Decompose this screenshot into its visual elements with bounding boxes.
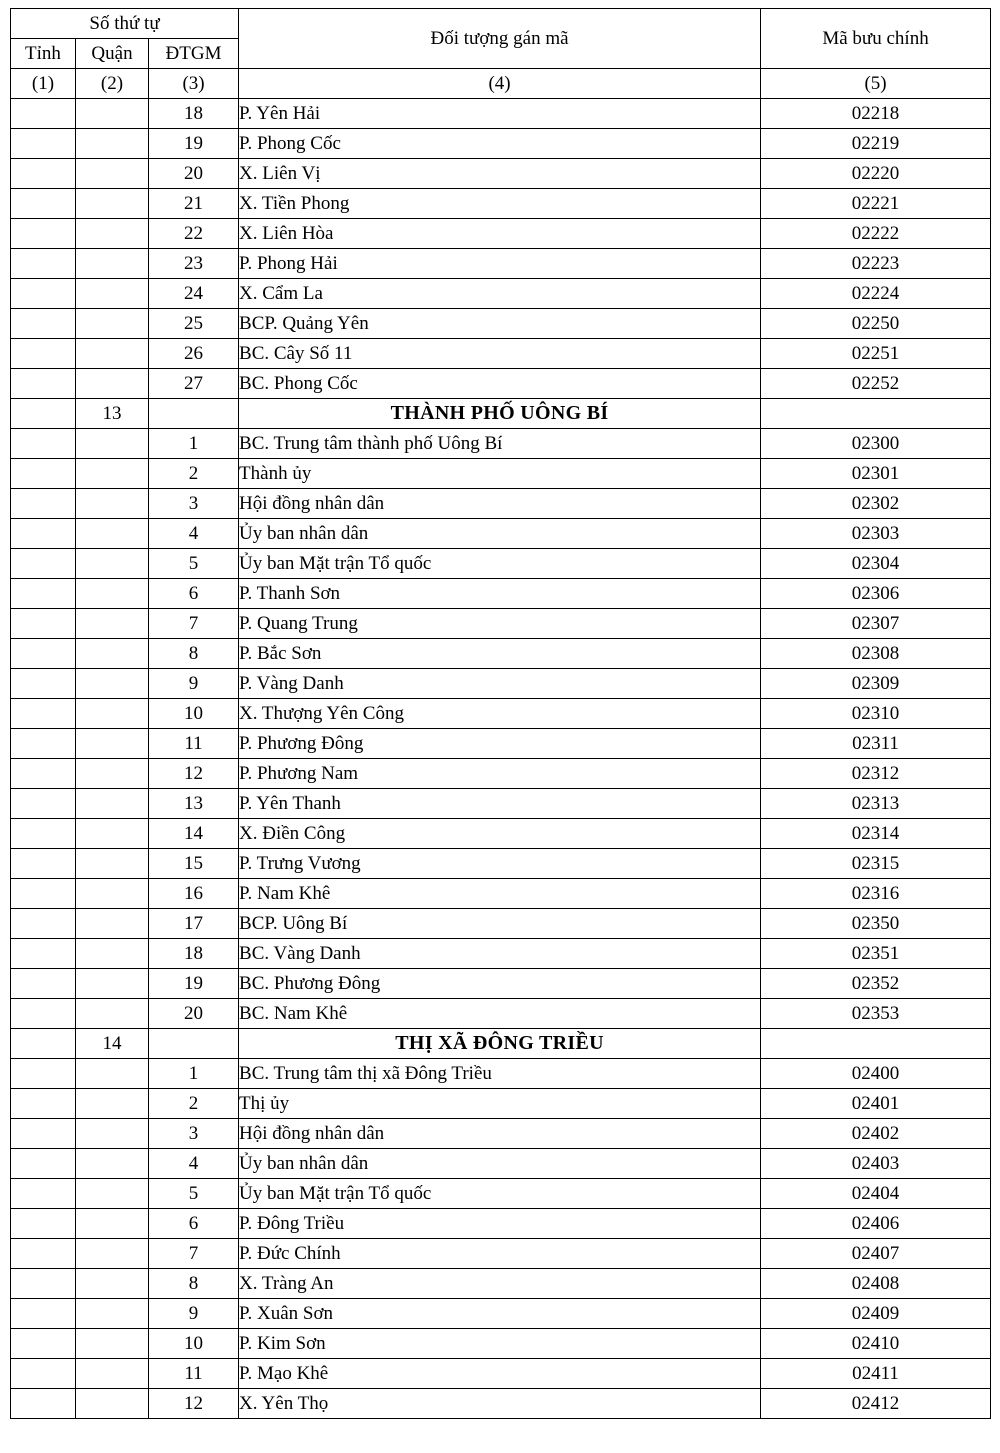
table-row <box>11 339 991 369</box>
cell-quan <box>76 819 149 849</box>
cell-tinh <box>11 819 76 849</box>
cell-dtgm: 1 <box>149 1059 239 1089</box>
cell-tinh <box>11 339 76 369</box>
cell-tinh <box>11 99 76 129</box>
cell-tinh <box>11 879 76 909</box>
cell-postal-code <box>761 399 991 429</box>
cell-quan <box>76 729 149 759</box>
cell-object: X. Cẩm La <box>239 279 761 309</box>
section-title: THỊ XÃ ĐÔNG TRIỀU <box>239 1029 761 1059</box>
cell-postal-code: 02311 <box>761 729 991 759</box>
cell-postal-code: 02411 <box>761 1359 991 1389</box>
cell-postal-code: 02400 <box>761 1059 991 1089</box>
table-row <box>11 819 991 849</box>
table-row <box>11 219 991 249</box>
cell-tinh <box>11 969 76 999</box>
cell-tinh <box>11 1119 76 1149</box>
cell-quan <box>76 1269 149 1299</box>
cell-postal-code: 02404 <box>761 1179 991 1209</box>
header-doi-tuong-gan-ma: Đối tượng gán mã <box>239 9 761 69</box>
cell-quan <box>76 279 149 309</box>
cell-tinh <box>11 399 76 429</box>
cell-postal-code: 02410 <box>761 1329 991 1359</box>
table-row <box>11 189 991 219</box>
cell-quan <box>76 579 149 609</box>
cell-postal-code: 02250 <box>761 309 991 339</box>
cell-quan <box>76 939 149 969</box>
cell-quan <box>76 99 149 129</box>
cell-dtgm: 6 <box>149 1209 239 1239</box>
cell-object: P. Mạo Khê <box>239 1359 761 1389</box>
cell-dtgm: 4 <box>149 1149 239 1179</box>
table-row <box>11 279 991 309</box>
table-row <box>11 1389 991 1419</box>
cell-dtgm: 19 <box>149 969 239 999</box>
cell-quan <box>76 1329 149 1359</box>
cell-postal-code: 02221 <box>761 189 991 219</box>
cell-postal-code: 02312 <box>761 759 991 789</box>
cell-quan <box>76 189 149 219</box>
cell-object: X. Liên Hòa <box>239 219 761 249</box>
cell-dtgm: 9 <box>149 669 239 699</box>
cell-postal-code: 02220 <box>761 159 991 189</box>
cell-quan <box>76 1209 149 1239</box>
cell-object: X. Tiền Phong <box>239 189 761 219</box>
table-row <box>11 1179 991 1209</box>
cell-tinh <box>11 549 76 579</box>
cell-object: P. Phong Cốc <box>239 129 761 159</box>
cell-postal-code: 02401 <box>761 1089 991 1119</box>
cell-tinh <box>11 1029 76 1059</box>
cell-postal-code: 02300 <box>761 429 991 459</box>
cell-postal-code: 02310 <box>761 699 991 729</box>
cell-quan <box>76 909 149 939</box>
cell-object: P. Bắc Sơn <box>239 639 761 669</box>
cell-tinh <box>11 519 76 549</box>
cell-tinh <box>11 1299 76 1329</box>
table-row <box>11 309 991 339</box>
cell-postal-code: 02306 <box>761 579 991 609</box>
cell-tinh <box>11 1269 76 1299</box>
cell-dtgm: 2 <box>149 1089 239 1119</box>
table-row <box>11 669 991 699</box>
cell-postal-code: 02352 <box>761 969 991 999</box>
table-header <box>11 9 991 99</box>
cell-quan <box>76 969 149 999</box>
ref-object: (4) <box>239 69 761 99</box>
cell-object: P. Yên Thanh <box>239 789 761 819</box>
cell-dtgm: 26 <box>149 339 239 369</box>
cell-quan <box>76 1119 149 1149</box>
cell-object: P. Kim Sơn <box>239 1329 761 1359</box>
cell-tinh <box>11 309 76 339</box>
cell-dtgm: 10 <box>149 699 239 729</box>
cell-dtgm: 1 <box>149 429 239 459</box>
cell-object: P. Vàng Danh <box>239 669 761 699</box>
cell-tinh <box>11 939 76 969</box>
cell-postal-code: 02313 <box>761 789 991 819</box>
table-row <box>11 129 991 159</box>
cell-object: P. Xuân Sơn <box>239 1299 761 1329</box>
cell-postal-code: 02409 <box>761 1299 991 1329</box>
cell-object: P. Nam Khê <box>239 879 761 909</box>
cell-quan <box>76 1239 149 1269</box>
cell-postal-code: 02406 <box>761 1209 991 1239</box>
cell-object: Ủy ban nhân dân <box>239 1149 761 1179</box>
table-row <box>11 1029 991 1059</box>
table-row <box>11 429 991 459</box>
cell-quan <box>76 999 149 1029</box>
cell-tinh <box>11 1359 76 1389</box>
cell-dtgm: 18 <box>149 939 239 969</box>
table-row <box>11 759 991 789</box>
table-row <box>11 99 991 129</box>
ref-code: (5) <box>761 69 991 99</box>
header-quan: Quận <box>76 39 149 69</box>
cell-postal-code: 02222 <box>761 219 991 249</box>
cell-quan <box>76 249 149 279</box>
table-row <box>11 1299 991 1329</box>
cell-dtgm: 27 <box>149 369 239 399</box>
cell-postal-code: 02350 <box>761 909 991 939</box>
cell-quan <box>76 1059 149 1089</box>
cell-tinh <box>11 429 76 459</box>
cell-quan <box>76 639 149 669</box>
cell-postal-code: 02251 <box>761 339 991 369</box>
cell-tinh <box>11 789 76 819</box>
cell-quan <box>76 609 149 639</box>
cell-postal-code: 02304 <box>761 549 991 579</box>
cell-postal-code: 02309 <box>761 669 991 699</box>
cell-tinh <box>11 609 76 639</box>
cell-tinh <box>11 639 76 669</box>
cell-object: X. Thượng Yên Công <box>239 699 761 729</box>
cell-object: X. Yên Thọ <box>239 1389 761 1419</box>
cell-object: Hội đồng nhân dân <box>239 1119 761 1149</box>
table-row <box>11 549 991 579</box>
cell-dtgm: 9 <box>149 1299 239 1329</box>
cell-quan <box>76 219 149 249</box>
cell-postal-code: 02303 <box>761 519 991 549</box>
cell-dtgm: 3 <box>149 489 239 519</box>
cell-dtgm: 24 <box>149 279 239 309</box>
ref-tinh: (1) <box>11 69 76 99</box>
cell-tinh <box>11 189 76 219</box>
table-row <box>11 729 991 759</box>
table-row <box>11 369 991 399</box>
cell-postal-code: 02302 <box>761 489 991 519</box>
cell-quan: 14 <box>76 1029 149 1059</box>
cell-quan <box>76 549 149 579</box>
header-row-refnumbers <box>11 69 991 99</box>
cell-postal-code: 02308 <box>761 639 991 669</box>
cell-dtgm: 6 <box>149 579 239 609</box>
cell-object: Ủy ban Mặt trận Tổ quốc <box>239 549 761 579</box>
cell-object: P. Quang Trung <box>239 609 761 639</box>
cell-postal-code: 02218 <box>761 99 991 129</box>
header-ma-buu-chinh: Mã bưu chính <box>761 9 991 69</box>
cell-object: BCP. Uông Bí <box>239 909 761 939</box>
cell-dtgm: 5 <box>149 1179 239 1209</box>
cell-tinh <box>11 699 76 729</box>
cell-dtgm: 8 <box>149 1269 239 1299</box>
cell-tinh <box>11 1239 76 1269</box>
table-row <box>11 249 991 279</box>
cell-object: BC. Phương Đông <box>239 969 761 999</box>
cell-quan <box>76 1089 149 1119</box>
cell-dtgm: 11 <box>149 1359 239 1389</box>
cell-tinh <box>11 1389 76 1419</box>
table-row <box>11 1209 991 1239</box>
cell-dtgm: 10 <box>149 1329 239 1359</box>
cell-tinh <box>11 279 76 309</box>
cell-tinh <box>11 1179 76 1209</box>
table-row <box>11 519 991 549</box>
cell-object: P. Thanh Sơn <box>239 579 761 609</box>
cell-postal-code: 02301 <box>761 459 991 489</box>
cell-postal-code: 02314 <box>761 819 991 849</box>
cell-dtgm: 25 <box>149 309 239 339</box>
cell-tinh <box>11 219 76 249</box>
header-so-thu-tu: Số thứ tự <box>11 9 239 39</box>
cell-object: P. Phương Nam <box>239 759 761 789</box>
cell-quan <box>76 369 149 399</box>
cell-object: Hội đồng nhân dân <box>239 489 761 519</box>
ref-quan: (2) <box>76 69 149 99</box>
cell-tinh <box>11 249 76 279</box>
cell-tinh <box>11 369 76 399</box>
table-row <box>11 1239 991 1269</box>
table-row <box>11 399 991 429</box>
header-row-group <box>11 9 991 39</box>
table-row <box>11 1059 991 1089</box>
cell-object: X. Tràng An <box>239 1269 761 1299</box>
cell-quan <box>76 1389 149 1419</box>
cell-postal-code: 02353 <box>761 999 991 1029</box>
table-row <box>11 849 991 879</box>
cell-quan <box>76 879 149 909</box>
cell-object: X. Liên Vị <box>239 159 761 189</box>
document-page <box>0 8 1000 1453</box>
cell-quan <box>76 309 149 339</box>
table-row <box>11 609 991 639</box>
cell-tinh <box>11 579 76 609</box>
cell-postal-code: 02402 <box>761 1119 991 1149</box>
table-row <box>11 1329 991 1359</box>
cell-object: P. Yên Hải <box>239 99 761 129</box>
table-row <box>11 969 991 999</box>
cell-object: Thị ủy <box>239 1089 761 1119</box>
cell-object: BC. Phong Cốc <box>239 369 761 399</box>
cell-dtgm <box>149 399 239 429</box>
cell-object: BCP. Quảng Yên <box>239 309 761 339</box>
table-row <box>11 909 991 939</box>
table-row <box>11 459 991 489</box>
ref-dtgm: (3) <box>149 69 239 99</box>
cell-dtgm: 3 <box>149 1119 239 1149</box>
cell-object: Ủy ban nhân dân <box>239 519 761 549</box>
cell-tinh <box>11 1329 76 1359</box>
cell-object: P. Phong Hải <box>239 249 761 279</box>
cell-dtgm: 20 <box>149 999 239 1029</box>
cell-dtgm: 16 <box>149 879 239 909</box>
cell-quan: 13 <box>76 399 149 429</box>
cell-quan <box>76 1299 149 1329</box>
cell-object: BC. Cây Số 11 <box>239 339 761 369</box>
cell-dtgm: 7 <box>149 1239 239 1269</box>
cell-dtgm: 17 <box>149 909 239 939</box>
cell-dtgm: 4 <box>149 519 239 549</box>
cell-dtgm: 12 <box>149 759 239 789</box>
cell-tinh <box>11 669 76 699</box>
cell-dtgm: 13 <box>149 789 239 819</box>
cell-dtgm: 18 <box>149 99 239 129</box>
cell-tinh <box>11 159 76 189</box>
cell-postal-code: 02408 <box>761 1269 991 1299</box>
cell-object: Ủy ban Mặt trận Tổ quốc <box>239 1179 761 1209</box>
table-row <box>11 489 991 519</box>
cell-quan <box>76 519 149 549</box>
cell-object: P. Trưng Vương <box>239 849 761 879</box>
cell-object: P. Phương Đông <box>239 729 761 759</box>
cell-postal-code: 02407 <box>761 1239 991 1269</box>
table-row <box>11 1269 991 1299</box>
cell-quan <box>76 1179 149 1209</box>
cell-tinh <box>11 1149 76 1179</box>
table-row <box>11 939 991 969</box>
cell-object: BC. Trung tâm thành phố Uông Bí <box>239 429 761 459</box>
cell-tinh <box>11 1209 76 1239</box>
cell-object: P. Đông Triều <box>239 1209 761 1239</box>
table-row <box>11 789 991 819</box>
cell-dtgm: 22 <box>149 219 239 249</box>
cell-object: BC. Trung tâm thị xã Đông Triều <box>239 1059 761 1089</box>
cell-quan <box>76 759 149 789</box>
table-row <box>11 639 991 669</box>
cell-postal-code: 02252 <box>761 369 991 399</box>
cell-quan <box>76 669 149 699</box>
cell-postal-code: 02316 <box>761 879 991 909</box>
cell-quan <box>76 789 149 819</box>
cell-quan <box>76 699 149 729</box>
cell-dtgm: 15 <box>149 849 239 879</box>
table-row <box>11 579 991 609</box>
table-row <box>11 1359 991 1389</box>
cell-dtgm: 21 <box>149 189 239 219</box>
cell-object: Thành ủy <box>239 459 761 489</box>
cell-quan <box>76 339 149 369</box>
cell-dtgm: 20 <box>149 159 239 189</box>
cell-postal-code: 02412 <box>761 1389 991 1419</box>
cell-tinh <box>11 999 76 1029</box>
cell-quan <box>76 429 149 459</box>
cell-object: X. Điền Công <box>239 819 761 849</box>
table-body <box>11 99 991 1419</box>
cell-dtgm: 23 <box>149 249 239 279</box>
cell-tinh <box>11 729 76 759</box>
table-row <box>11 1149 991 1179</box>
cell-dtgm <box>149 1029 239 1059</box>
postal-code-table <box>10 8 991 1419</box>
header-tinh: Tỉnh <box>11 39 76 69</box>
cell-object: BC. Nam Khê <box>239 999 761 1029</box>
cell-dtgm: 14 <box>149 819 239 849</box>
cell-quan <box>76 849 149 879</box>
table-row <box>11 699 991 729</box>
cell-dtgm: 19 <box>149 129 239 159</box>
cell-postal-code <box>761 1029 991 1059</box>
cell-dtgm: 11 <box>149 729 239 759</box>
cell-object: P. Đức Chính <box>239 1239 761 1269</box>
header-dtgm: ĐTGM <box>149 39 239 69</box>
cell-postal-code: 02307 <box>761 609 991 639</box>
cell-tinh <box>11 459 76 489</box>
cell-tinh <box>11 759 76 789</box>
table-row <box>11 999 991 1029</box>
cell-tinh <box>11 849 76 879</box>
cell-tinh <box>11 129 76 159</box>
cell-dtgm: 8 <box>149 639 239 669</box>
cell-tinh <box>11 909 76 939</box>
cell-postal-code: 02223 <box>761 249 991 279</box>
cell-tinh <box>11 1089 76 1119</box>
cell-quan <box>76 1149 149 1179</box>
cell-quan <box>76 459 149 489</box>
cell-quan <box>76 159 149 189</box>
cell-tinh <box>11 489 76 519</box>
cell-dtgm: 5 <box>149 549 239 579</box>
cell-postal-code: 02219 <box>761 129 991 159</box>
cell-tinh <box>11 1059 76 1089</box>
cell-quan <box>76 489 149 519</box>
cell-dtgm: 12 <box>149 1389 239 1419</box>
table-row <box>11 1089 991 1119</box>
table-row <box>11 879 991 909</box>
cell-quan <box>76 1359 149 1389</box>
cell-dtgm: 2 <box>149 459 239 489</box>
cell-quan <box>76 129 149 159</box>
section-title: THÀNH PHỐ UÔNG BÍ <box>239 399 761 429</box>
cell-postal-code: 02403 <box>761 1149 991 1179</box>
cell-postal-code: 02315 <box>761 849 991 879</box>
cell-postal-code: 02224 <box>761 279 991 309</box>
cell-object: BC. Vàng Danh <box>239 939 761 969</box>
table-row <box>11 159 991 189</box>
cell-postal-code: 02351 <box>761 939 991 969</box>
table-row <box>11 1119 991 1149</box>
cell-dtgm: 7 <box>149 609 239 639</box>
